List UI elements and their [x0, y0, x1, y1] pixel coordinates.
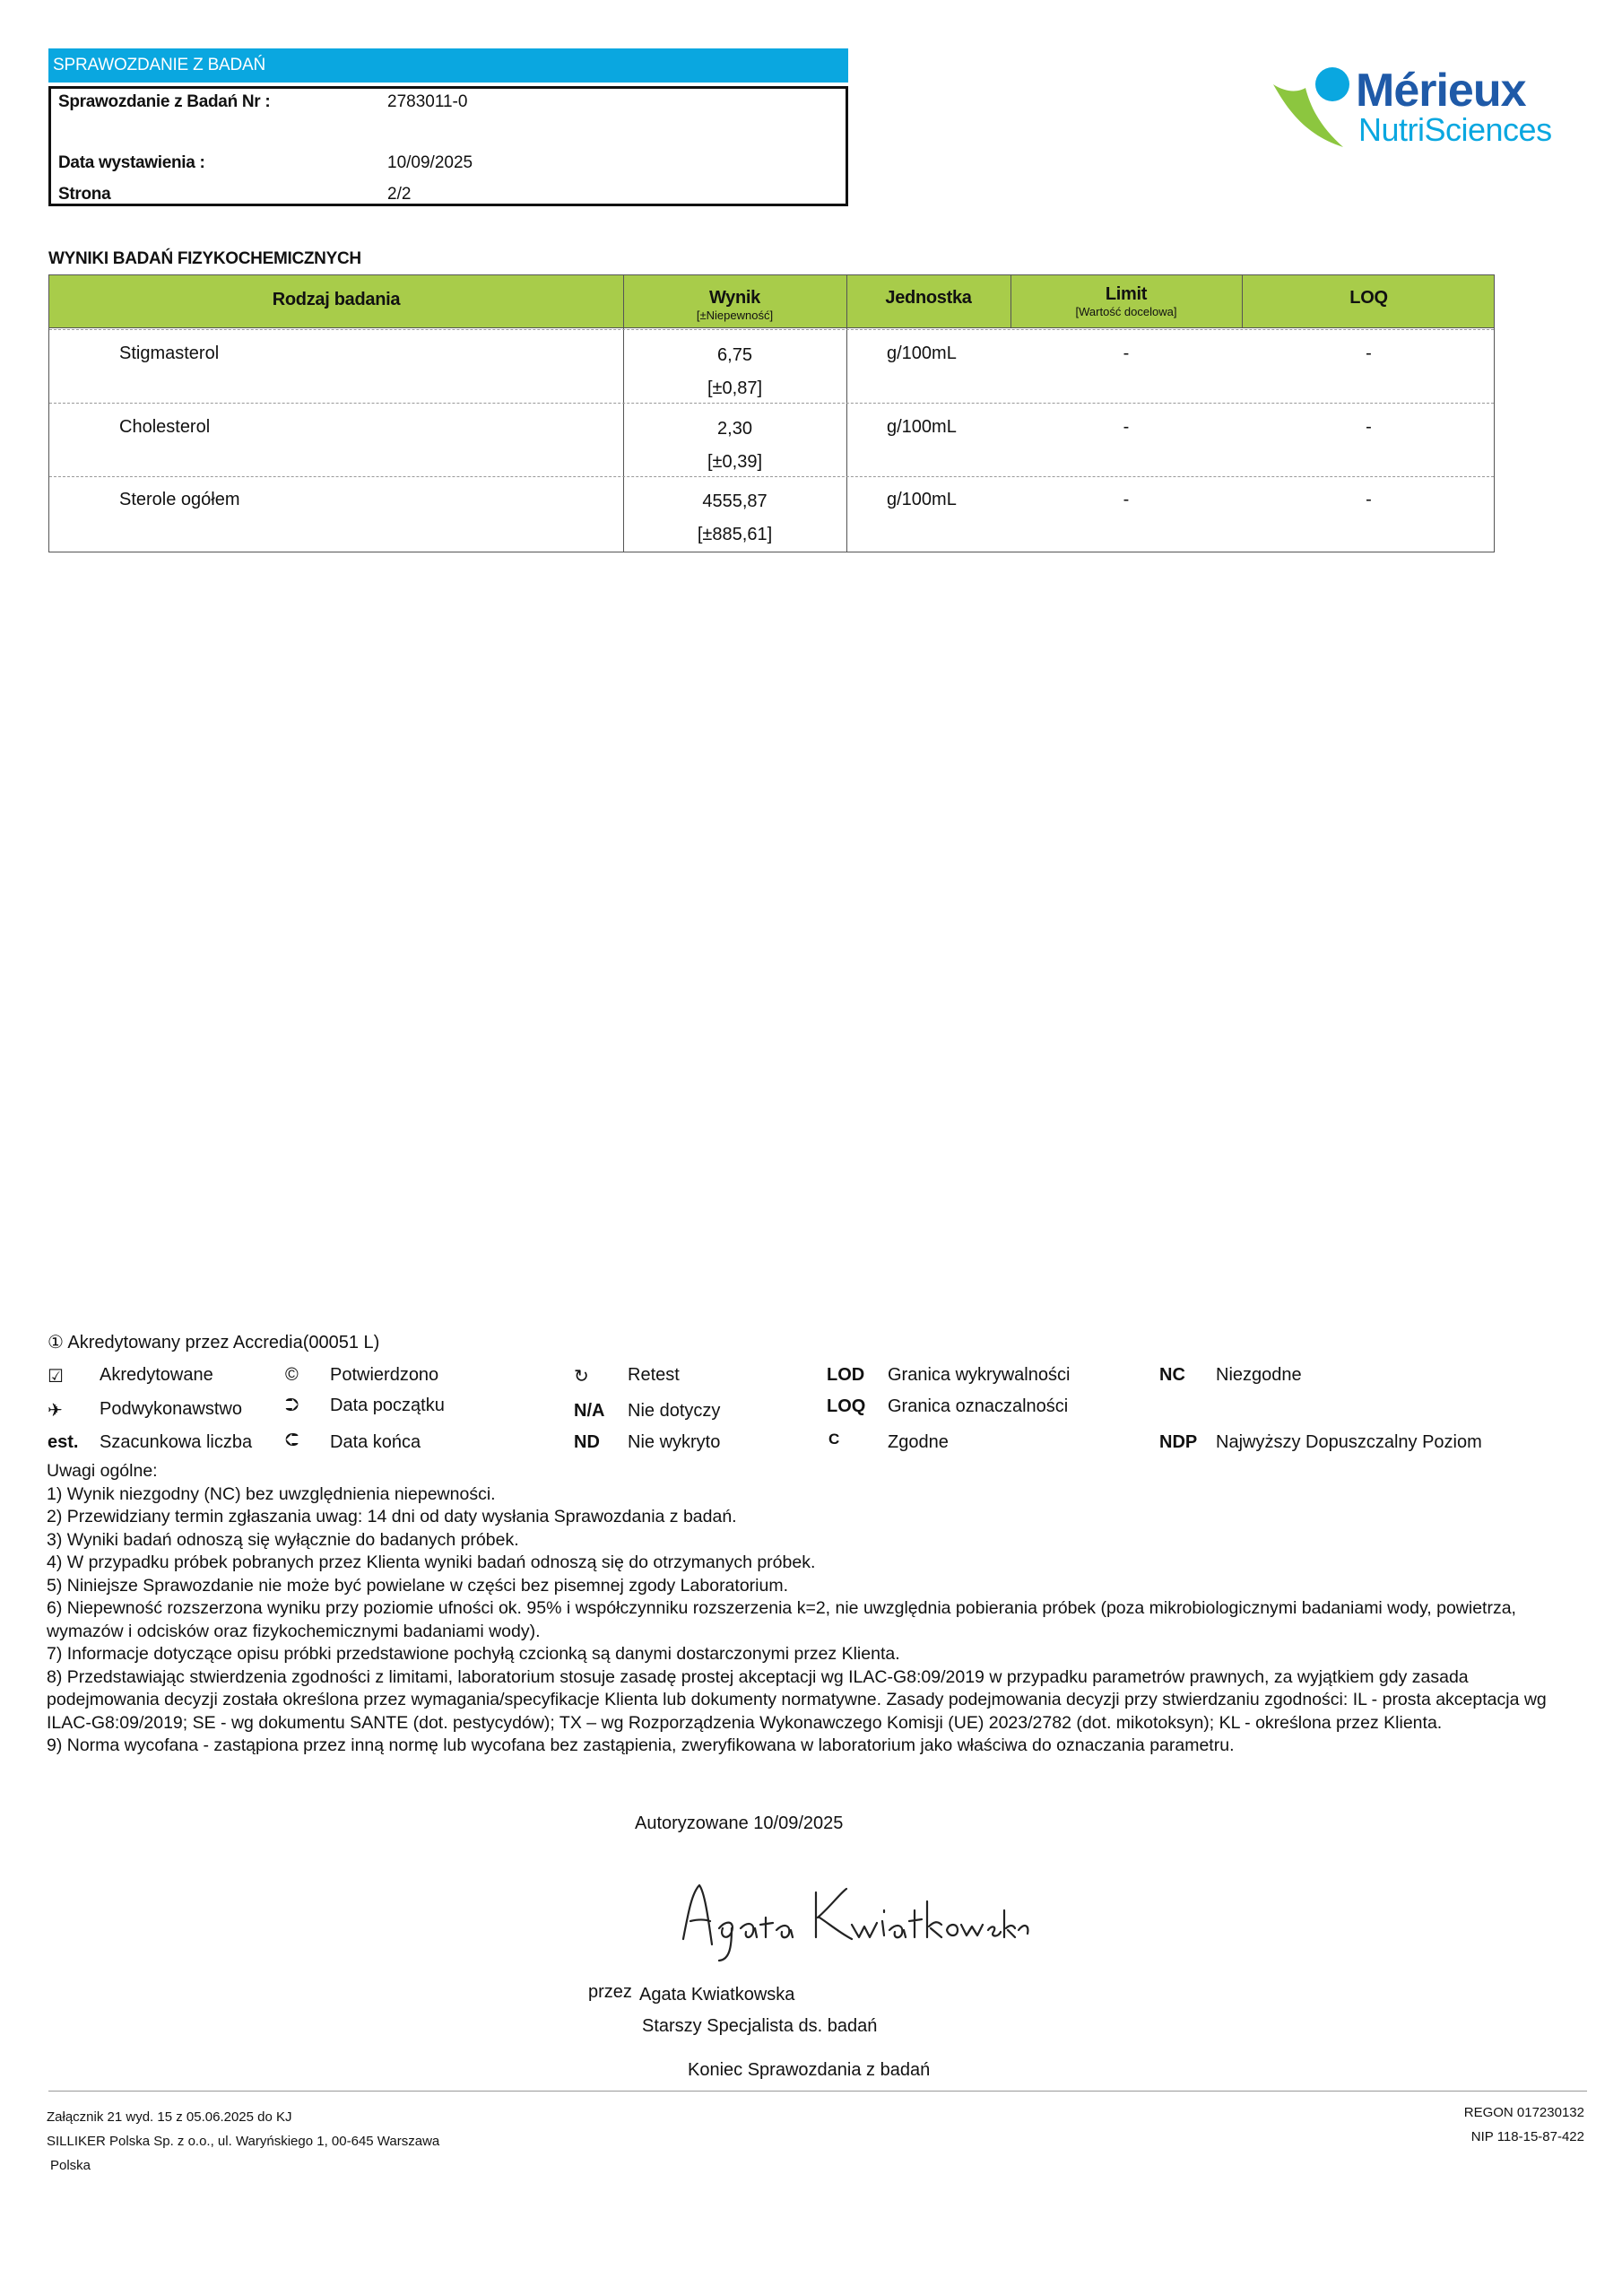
loq-icon: LOQ — [827, 1396, 866, 1416]
na-icon: N/A — [574, 1401, 605, 1421]
logo-text-nutrisciences: NutriSciences — [1358, 111, 1552, 148]
test-name: Stigmasterol — [119, 344, 220, 363]
report-number: 2783011-0 — [387, 92, 468, 111]
issue-date: 10/09/2025 — [387, 153, 473, 172]
logo-text-merieux: Mérieux — [1356, 65, 1526, 117]
column-divider — [1010, 275, 1011, 327]
issue-date-label: Data wystawienia : — [58, 153, 205, 172]
nd-icon: ND — [574, 1432, 600, 1452]
result-unit: g/100mL — [887, 417, 957, 437]
section-title: WYNIKI BADAŃ FIZYKOCHEMICZNYCH — [48, 249, 361, 268]
test-name: Sterole ogółem — [119, 490, 240, 509]
result-uncertainty: [±885,61] — [697, 525, 773, 544]
retest-icon: ↻ — [574, 1367, 589, 1387]
row-separator — [49, 403, 1494, 404]
legend-label: Zgodne — [888, 1432, 949, 1452]
result-loq: - — [1366, 490, 1372, 509]
result-unit: g/100mL — [887, 490, 957, 509]
note-item: 9) Norma wycofana - zastąpiona przez inną normę lub wycofana bez zastąpienia, zweryfikowana w laboratorium jako właściwa do oznaczania parametru. — [47, 1735, 1235, 1755]
notes-title: Uwagi ogólne: — [47, 1461, 158, 1481]
results-table — [48, 274, 1495, 552]
footer-divider — [48, 2091, 1587, 2092]
authorization-date: Autoryzowane 10/09/2025 — [635, 1813, 844, 1833]
confirmed-icon: © — [285, 1365, 299, 1385]
compliant-icon: C — [828, 1431, 840, 1448]
merieux-logo — [1271, 50, 1582, 163]
legend-label: Niezgodne — [1216, 1365, 1302, 1385]
result-limit: - — [1123, 490, 1130, 509]
legend-label: Data końca — [330, 1432, 421, 1452]
legend-label: Akredytowane — [100, 1365, 213, 1385]
subcontract-icon: ✈ — [48, 1401, 63, 1421]
estimate-icon: est. — [48, 1432, 79, 1452]
legend-label: Data początku — [330, 1396, 445, 1415]
result-loq: - — [1366, 417, 1372, 437]
footer-attachment: Załącznik 21 wyd. 15 z 05.06.2025 do KJ — [47, 2109, 292, 2125]
report-info-box — [48, 86, 848, 206]
column-header-unit: Jednostka — [885, 288, 972, 308]
result-uncertainty: [±0,87] — [707, 378, 762, 398]
test-name: Cholesterol — [119, 417, 211, 437]
page-label: Strona — [58, 185, 111, 204]
report-title-bar: SPRAWOZDANIE Z BADAŃ — [48, 48, 848, 83]
result-loq: - — [1366, 344, 1372, 363]
legend-label: Najwyższy Dopuszczalny Poziom — [1216, 1432, 1482, 1452]
column-header-result: Wynik [±Niepewność] — [696, 288, 774, 322]
result-limit: - — [1123, 344, 1130, 363]
footer-country: Polska — [50, 2158, 91, 2173]
result-unit: g/100mL — [887, 344, 957, 363]
column-divider — [846, 275, 847, 552]
legend-label: Granica oznaczalności — [888, 1396, 1069, 1416]
column-header-loq: LOQ — [1349, 288, 1388, 308]
note-item: 5) Niniejsze Sprawozdanie nie może być powielane w części bez pisemnej zgody Laboratorium. — [47, 1575, 788, 1596]
start-date-icon: ⮊ — [285, 1396, 299, 1415]
legend-label: Podwykonawstwo — [100, 1399, 242, 1419]
table-header — [49, 275, 1494, 328]
row-separator — [49, 329, 1494, 330]
page-number: 2/2 — [387, 185, 412, 204]
column-header-limit: Limit [Wartość docelowa] — [1075, 284, 1177, 318]
legend-label: Potwierdzono — [330, 1365, 439, 1385]
accreditation-note: ① Akredytowany przez Accredia(00051 L) — [48, 1333, 380, 1352]
result-limit: - — [1123, 417, 1130, 437]
general-notes — [47, 1460, 1571, 1758]
legend-label: Granica wykrywalności — [888, 1365, 1071, 1385]
row-separator — [49, 476, 1494, 477]
footer-nip: NIP 118-15-87-422 — [1470, 2129, 1584, 2144]
note-item: 8) Przedstawiając stwierdzenia zgodności z limitami, laboratorium stosuje zasadę prostej akceptacji wg ILAC-G8:09/2019 w przypadku parametrów prawnych, za wyjątkiem gdy zasada podejmowania decyzji została określona przez wymagania/specyfikacje Klienta lub dokumenty normatywne. Zasady podejmowania decyzji przy stwierdzaniu zgodności: IL - prosta akceptacja wg ILAC-G8:09/2019; SE - wg dokumentu SANTE (dot. pestycydów); TX – wg Rozporządzenia Wykonawczego Komisji (UE) 2023/2782 (dot. mikotoksyn); KL - określona przez Klienta. — [47, 1666, 1547, 1733]
note-item: 4) W przypadku próbek pobranych przez Klienta wyniki badań odnoszą się do otrzymanych próbek. — [47, 1552, 816, 1572]
result-value: 4555,87 — [702, 491, 768, 511]
report-number-label: Sprawozdanie z Badań Nr : — [58, 92, 271, 111]
signer-name: Agata Kwiatkowska — [639, 1985, 795, 2005]
end-of-report: Koniec Sprawozdania z badań — [688, 2060, 931, 2080]
ndp-icon: NDP — [1159, 1432, 1198, 1452]
footer-company: SILLIKER Polska Sp. z o.o., ul. Waryńskiego 1, 00-645 Warszawa — [47, 2134, 440, 2149]
signed-by-label: przez — [588, 1982, 632, 2002]
note-item: 7) Informacje dotyczące opisu próbki przedstawione pochyłą czcionką są danymi dostarczonymi przez Klienta. — [47, 1644, 900, 1664]
lod-icon: LOD — [827, 1365, 865, 1385]
legend-label: Nie dotyczy — [628, 1401, 721, 1421]
accredited-icon: ☑ — [48, 1367, 64, 1387]
column-header-test-type: Rodzaj badania — [272, 290, 401, 309]
signer-role: Starszy Specjalista ds. badań — [642, 2016, 878, 2036]
signature — [672, 1839, 1031, 1973]
note-item: 1) Wynik niezgodny (NC) bez uwzględnienia niepewności. — [47, 1483, 496, 1504]
legend-label: Retest — [628, 1365, 680, 1385]
result-uncertainty: [±0,39] — [707, 452, 762, 472]
legend-label: Szacunkowa liczba — [100, 1432, 253, 1452]
footer-regon: REGON 017230132 — [1463, 2105, 1584, 2120]
end-date-icon: ⮈ — [285, 1431, 299, 1450]
note-item: 6) Niepewność rozszerzona wyniku przy poziomie ufności ok. 95% i współczynniku rozszerzenia k=2, nie uwzględnia pobierania próbek (poza mikrobiologicznymi badaniami wody, powietrza, wymazów i odcisków oraz fizykochemicznymi badaniami wody). — [47, 1598, 1516, 1641]
result-value: 6,75 — [717, 345, 752, 365]
column-divider — [1242, 275, 1243, 327]
legend-label: Nie wykryto — [628, 1432, 721, 1452]
nc-icon: NC — [1159, 1365, 1185, 1385]
result-value: 2,30 — [717, 419, 752, 439]
note-item: 3) Wyniki badań odnoszą się wyłącznie do badanych próbek. — [47, 1529, 519, 1550]
note-item: 2) Przewidziany termin zgłaszania uwag: 14 dni od daty wysłania Sprawozdania z badań. — [47, 1507, 737, 1526]
